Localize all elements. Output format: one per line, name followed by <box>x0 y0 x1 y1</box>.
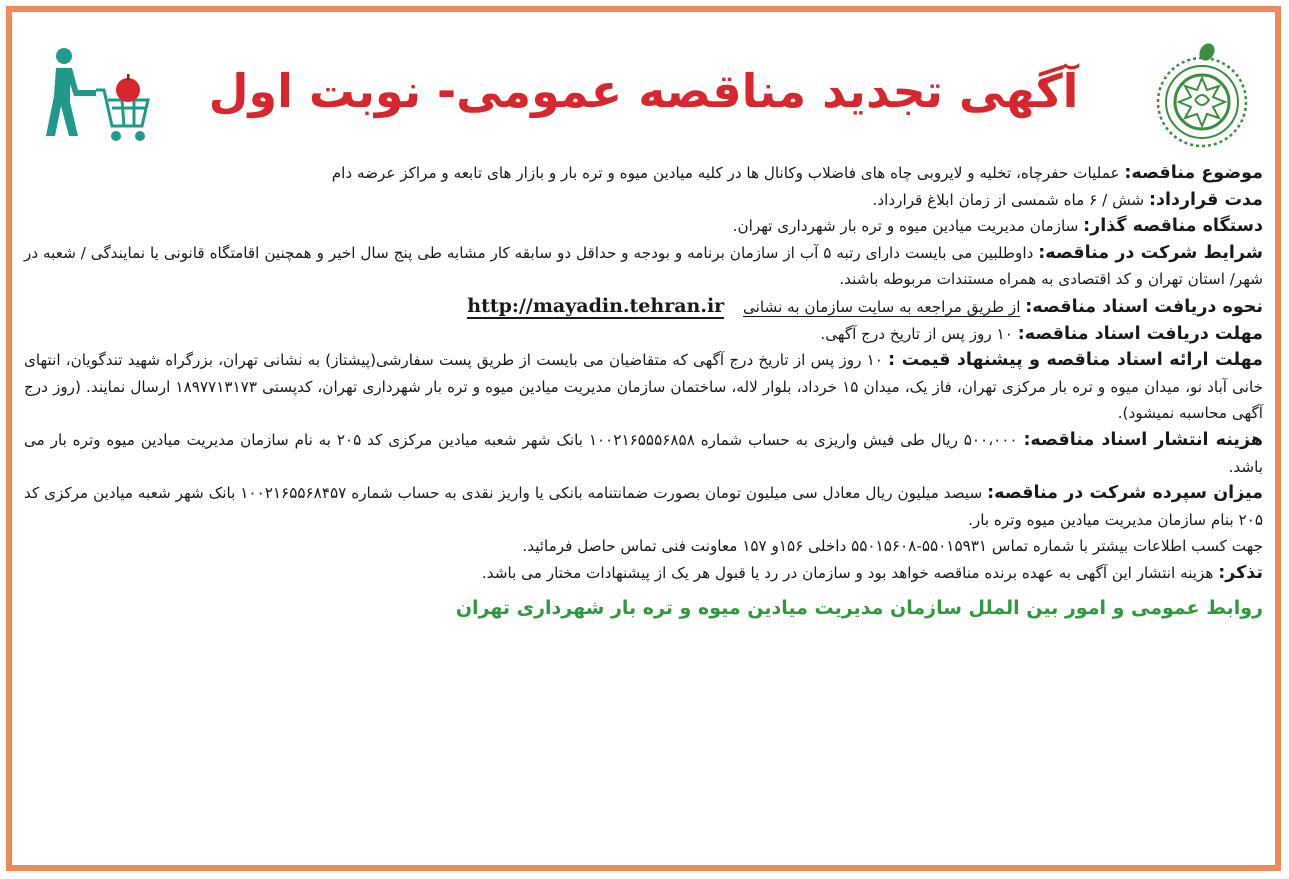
docs-deadline-paragraph <box>24 321 1263 348</box>
submission-label: مهلت ارائه اسناد مناقصه و پیشنهاد قیمت : <box>888 350 1263 371</box>
note-text: هزینه انتشار این آگهی به عهده برنده مناقصه خواهد بود و سازمان در رد یا قبول هر یک از پیشنهادات مختار می باشد. <box>481 563 1214 582</box>
organizer-text: سازمان مدیریت میادین میوه و تره بار شهرداری تهران. <box>732 217 1079 236</box>
conditions-paragraph <box>24 240 1263 293</box>
contact-text: جهت کسب اطلاعات بیشتر با شماره تماس ۵۵۰۱۵۹۳۱-۵۵۰۱۵۶۰۸ داخلی ۱۵۶و ۱۵۷ معاونت فنی تماس حاصل فرمائید. <box>522 537 1263 556</box>
organizer-paragraph <box>24 213 1263 240</box>
submission-text: ۱۰ روز پس از تاریخ درج آگهی که متقاضیان می بایست از طریق پست سفارشی(پیشتاز) به نشانی تهران، بزرگراه شهید تندگویان، انتهای خانی آباد نو، میدان میوه و تره بار مرکزی تهران، فاز یک، میدان ۱۵ خرداد، بلوار لاله، ساختمان سازمان مدیریت میادین میوه و تره بار شهرداری تهران، کدپستی ۱۸۹۷۷۱۳۱۷۳ ارسال نمایند. (روز درج آگهی محاسبه نمیشود). <box>24 351 1264 423</box>
conditions-label: شرایط شرکت در مناقصه: <box>1038 242 1263 263</box>
docs-deadline-label: مهلت دریافت اسناد مناقصه: <box>1017 323 1263 344</box>
subject-text: عملیات حفرچاه، تخلیه و لایروبی چاه های فاضلاب وکانال ها در کلیه میادین میوه و تره بار و بازار های تابعه و مراکز عرضه دام <box>331 164 1120 182</box>
notice-body <box>24 160 1263 621</box>
docs-url-link[interactable]: http://mayadin.tehran.ir <box>467 294 725 317</box>
submission-paragraph <box>24 347 1263 427</box>
notice-header <box>24 22 1263 160</box>
notice-frame <box>6 6 1281 871</box>
docs-deadline-text: ۱۰ روز پس از تاریخ درج آگهی. <box>820 324 1013 343</box>
fee-paragraph <box>24 427 1263 480</box>
fee-label: هزینه انتشار اسناد مناقصه: <box>1023 429 1264 450</box>
subject-label: موضوع مناقصه: <box>1124 163 1263 183</box>
conditions-text: داوطلبین می بایست دارای رتبه ۵ آب از سازمان برنامه و بودجه و حداقل دو سابقه کار مشابه طی پنج سال اخیر و همچنین اقامتگاه قانونی یا نمایندگی / شعبه در شهر/ استان تهران و کد اقتصادی به همراه مستندات مربوطه باشند. <box>24 243 1263 289</box>
deposit-paragraph <box>24 480 1263 533</box>
docs-method-paragraph <box>24 293 1263 321</box>
notice-content <box>24 22 1263 857</box>
note-label: تذکر: <box>1218 562 1263 583</box>
duration-paragraph <box>24 187 1263 214</box>
subject-paragraph <box>24 160 1263 187</box>
organizer-label: دستگاه مناقصه گذار: <box>1083 216 1263 237</box>
contact-paragraph <box>24 533 1263 560</box>
notice-title: آگهی تجدید مناقصه عمومی- نوبت اول <box>208 64 1079 118</box>
docs-method-text: از طریق مراجعه به سایت سازمان به نشانی <box>743 297 1021 316</box>
duration-text: شش / ۶ ماه شمسی از زمان ابلاغ قرارداد. <box>872 190 1145 209</box>
deposit-label: میزان سپرده شرکت در مناقصه: <box>987 483 1263 504</box>
duration-label: مدت قرارداد: <box>1149 189 1263 210</box>
note-paragraph <box>24 560 1263 587</box>
shopping-cart-person-icon <box>42 46 152 146</box>
footer-signature: روابط عمومی و امور بین الملل سازمان مدیریت میادین میوه و تره بار شهرداری تهران <box>455 596 1263 619</box>
docs-method-label: نحوه دریافت اسناد مناقصه: <box>1025 296 1263 317</box>
fee-text: ۵۰۰،۰۰۰ ریال طی فیش واریزی به حساب شماره ۱۰۰۲۱۶۵۵۵۶۸۵۸ بانک شهر شعبه میادین مرکزی کد ۲۰۵ به نام سازمان مدیریت میادین میوه وتره بار می باشد. <box>24 430 1263 476</box>
deposit-text: سیصد میلیون ریال معادل سی میلیون تومان بصورت ضمانتنامه بانکی یا واریز نقدی به حساب شماره ۱۰۰۲۱۶۵۵۶۸۴۵۷ بانک شهر شعبه میادین مرکزی کد ۲۰۵ بنام سازمان مدیریت میادین میوه وتره بار. <box>24 484 1263 529</box>
